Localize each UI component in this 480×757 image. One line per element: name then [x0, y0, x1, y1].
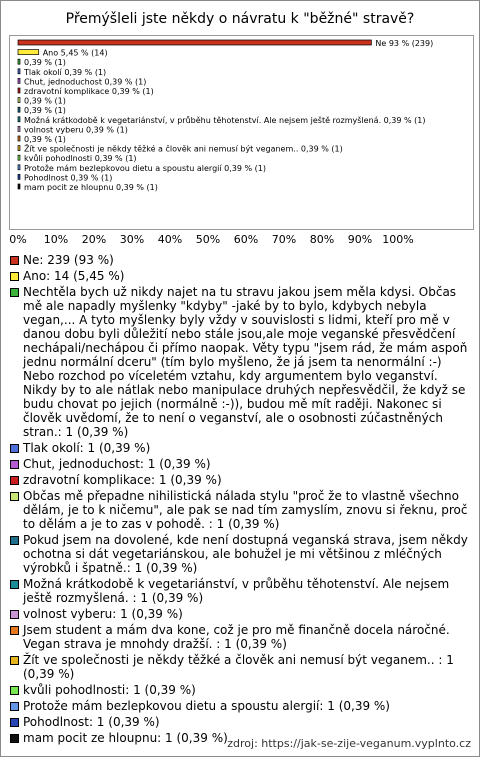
legend-label: Jsem student a mám dva kone, což je pro mě finančně docela náročné. Vegan strava je mnohdy dražší. : 1 (0,39 %) [23, 623, 450, 651]
bar-label-10: 0,39 % (1) [24, 135, 66, 144]
x-axis [1, 233, 480, 249]
bar-label-13: Protože mám bezlepkovou dietu a spoustu alergií 0,39 % (1) [24, 163, 266, 173]
legend-swatch [10, 444, 19, 453]
x-tick-label: 100% [382, 233, 414, 246]
x-tick-label: 40% [157, 233, 183, 246]
bar-label-7: 0,39 % (1) [24, 106, 66, 116]
legend-label: kvůli pohodlnosti: 1 (0,39 %) [23, 683, 196, 697]
legend-swatch [10, 460, 19, 469]
legend-swatch [10, 610, 19, 619]
legend-item [7, 533, 473, 575]
legend-item [7, 489, 473, 531]
bar-12 [18, 155, 20, 160]
bar-14 [18, 174, 20, 179]
x-tick-label: 70% [271, 233, 297, 246]
legend-swatch [10, 536, 19, 545]
legend-item [7, 623, 473, 651]
legend-item [7, 457, 473, 471]
bar-label-5: zdravotní komplikace 0,39 % (1) [24, 87, 154, 96]
legend-swatch [10, 702, 19, 711]
legend-item [7, 653, 473, 681]
legend-label: Protože mám bezlepkovou dietu a spoustu alergií: 1 (0,39 %) [23, 699, 390, 713]
plot-area [9, 35, 474, 230]
legend-label: mam pocit ze hloupnu: 1 (0,39 %) [23, 731, 228, 745]
legend-item [7, 683, 473, 697]
bar-label-14: Pohodlnost 0,39 % (1) [24, 173, 113, 183]
bar-2 [18, 59, 20, 64]
bar-label-3: Tlak okolí 0,39 % (1) [24, 67, 107, 77]
x-tick-label: 90% [347, 233, 373, 246]
bar-3 [18, 69, 20, 74]
bar-chart [10, 36, 473, 229]
legend-swatch [10, 288, 19, 297]
bar-10 [18, 136, 20, 141]
bar-11 [18, 146, 20, 151]
bar-7 [18, 107, 20, 112]
x-tick-label: 80% [309, 233, 335, 246]
legend-swatch [10, 718, 19, 727]
legend-label: Pokud jsem na dovolené, kde není dostupná veganská strava, jsem někdy ochotna si dát vegetariánskou, ale bohužel je mi většinou z mléčných výrobků i špatně.: 1 (0,39 %) [23, 533, 468, 575]
legend-swatch [10, 492, 19, 501]
legend-swatch [10, 272, 19, 281]
x-tick-label: 60% [233, 233, 259, 246]
legend-item [7, 607, 473, 621]
x-tick-label: 30% [119, 233, 145, 246]
bar-label-1: Ano 5,45 % (14) [42, 48, 108, 58]
bar-8 [18, 117, 20, 122]
bar-label-0: Ne 93 % (239) [375, 39, 434, 48]
legend-label: Možná krátkodobě k vegetariánství, v průběhu těhotenství. Ale nejsem ještě rozmyšlená. : 1 (0,39 %) [23, 577, 450, 605]
legend-swatch [10, 626, 19, 635]
legend-swatch [10, 476, 19, 485]
legend-item [7, 715, 473, 729]
bar-5 [18, 88, 20, 93]
legend-item [7, 473, 473, 487]
legend-item [7, 577, 473, 605]
legend-swatch [10, 734, 19, 743]
x-tick-label: 10% [43, 233, 69, 246]
bar-label-8: Možná krátkodobě k vegetariánství, v průběhu těhotenství. Ale nejsem ještě rozmyšlená. 0,39 % (1) [24, 115, 426, 125]
bar-15 [18, 184, 20, 189]
chart-title: Přemýšleli jste někdy o návratu k "běžné" stravě? [65, 11, 415, 27]
legend-label: Nechtěla bych už nikdy najet na tu stravu jakou jsem měla kdysi. Občas mě ale napadly myšlenky "kdyby" -jaké by to bylo, kdybych nebyla vegan,... A tyto myšlenky byly vždy v souvislosti s lidmi, kteří pro mě v danou dobu byli důležití nebo stále jsou,ale moje veganské přesvědčení nechápali/nechápou či přímo naopak. Věty typu "jsem rád, že mám aspoň jednu normální dceru" (tím bylo myšleno, že já jsem ta nenormální :-) Nebo rozchod po víceletém vztahu, kdy argumentem bylo veganství. Nikdy by to ale nátlak nebo manipulace druhých nepřesvědčil, že když se budu chovat po jejich (normálně :-)), budou mě mít raději. Nakonec si člověk uvědomí, že to není o veganství, ale o osobnosti zúčastněných stran.: 1 (0,39 %) [23, 285, 468, 439]
bar-label-15: mam pocit ze hloupnu 0,39 % (1) [24, 183, 158, 192]
legend-item [7, 269, 473, 283]
bar-6 [18, 98, 20, 103]
legend-swatch [10, 656, 19, 665]
legend-item [7, 699, 473, 713]
legend-item [7, 441, 473, 455]
x-tick-label: 50% [195, 233, 221, 246]
legend-swatch [10, 686, 19, 695]
bar-label-2: 0,39 % (1) [24, 58, 66, 68]
bar-9 [18, 126, 20, 131]
legend-label: Ne: 239 (93 %) [23, 253, 114, 267]
bar-13 [18, 165, 20, 170]
legend-swatch [10, 580, 19, 589]
legend-label: Chut, jednoduchost: 1 (0,39 %) [23, 457, 211, 471]
legend-label: Ano: 14 (5,45 %) [23, 269, 125, 283]
legend-label: Tlak okolí: 1 (0,39 %) [23, 441, 151, 455]
bar-label-11: Žít ve společnosti je někdy těžké a člověk ani nemusí být veganem.. 0,39 % (1) [24, 144, 343, 154]
bar-label-9: volnost vyberu 0,39 % (1) [24, 125, 128, 135]
x-tick-label: 20% [81, 233, 107, 246]
bar-label-4: Chut, jednoduchost 0,39 % (1) [24, 77, 147, 87]
legend-swatch [10, 256, 19, 265]
bar-label-6: 0,39 % (1) [24, 96, 66, 106]
legend-item [7, 253, 473, 267]
legend [7, 253, 473, 747]
bar-4 [18, 78, 20, 83]
legend-item [7, 285, 473, 439]
bar-0 [18, 40, 371, 45]
legend-label: Občas mě přepadne nihilistická nálada stylu "proč že to vlastně všechno dělám, je to k ničemu", ale pak se nad tím zamyslím, znovu si řeknu, proč to dělám a je to zas v pohodě. : 1 (0,39 %) [23, 489, 468, 531]
x-tick-label: 0% [9, 233, 27, 246]
source-footer: zdroj: https://jak-se-zije-veganum.vyplnto.cz [227, 737, 471, 750]
legend-label: volnost vyberu: 1 (0,39 %) [23, 607, 183, 621]
legend-label: zdravotní komplikace: 1 (0,39 %) [23, 473, 222, 487]
bar-1 [18, 50, 39, 55]
legend-label: Žít ve společnosti je někdy těžké a člověk ani nemusí být veganem.. : 1 (0,39 %) [23, 653, 454, 681]
legend-label: Pohodlnost: 1 (0,39 %) [23, 715, 160, 729]
bar-label-12: kvůli pohodlnosti 0,39 % (1) [24, 154, 137, 164]
